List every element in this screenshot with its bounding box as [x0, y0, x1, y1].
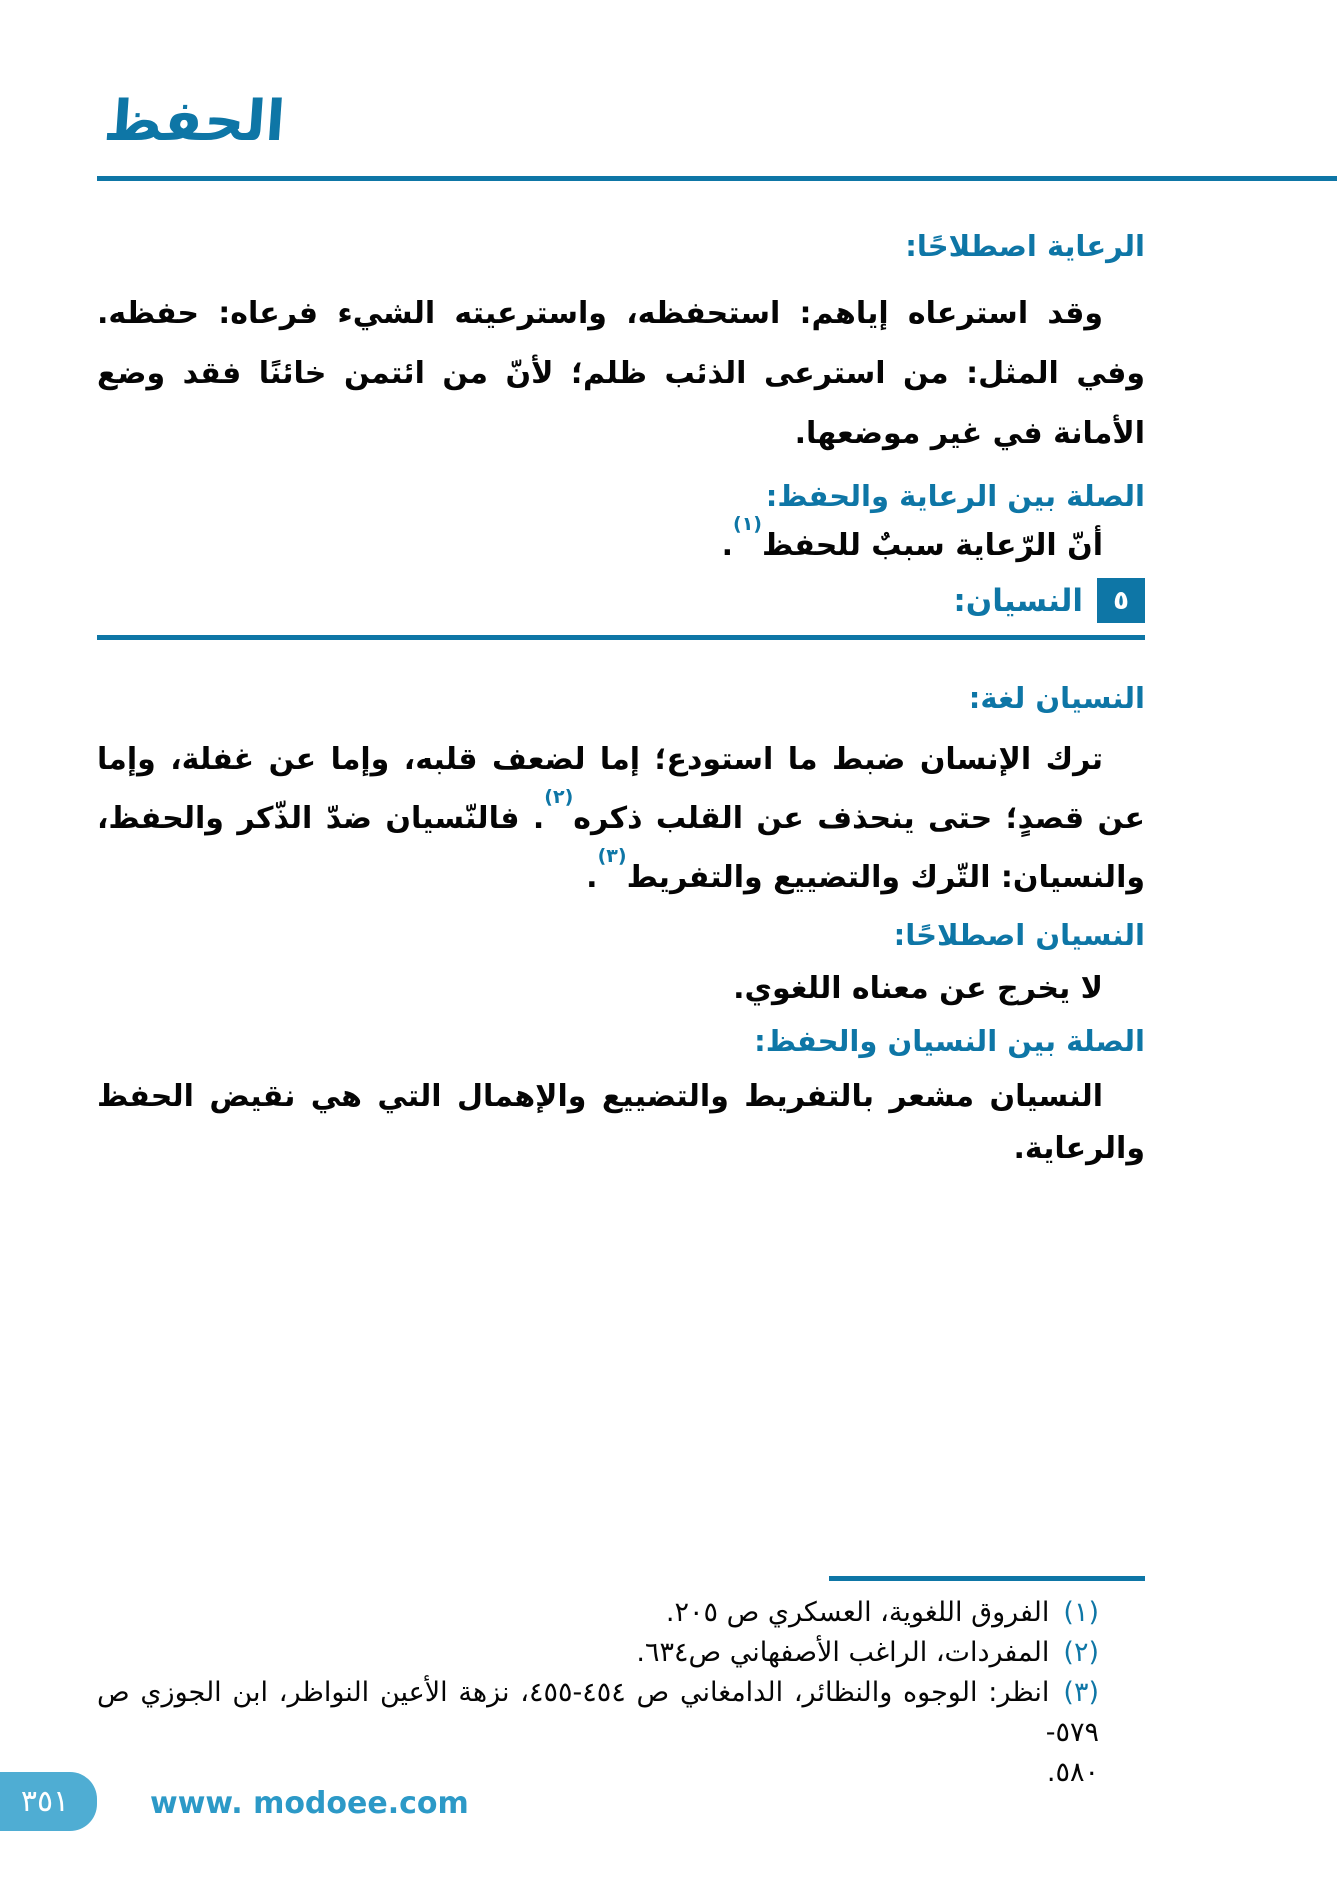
heading-riaya-istilah: الرعاية اصطلاحًا:: [905, 229, 1145, 263]
section-number-box: [1097, 578, 1145, 623]
footnote-1-text: الفروق اللغوية، العسكري ص ٢٠٥.: [665, 1597, 1050, 1628]
paragraph-nisyan-lugha: [97, 730, 1145, 907]
paragraph-sila-riaya-text: أنّ الرّعاية سببٌ للحفظ: [761, 528, 1103, 563]
paragraph-nisyan-part1: ترك الإنسان ضبط ما استودع؛ إما لضعف قلبه، وإما عن غفلة، وإما عن قصدٍ؛ حتى ينحذف عن القلب ذكره: [97, 742, 1146, 836]
footnote-3: [97, 1673, 1145, 1753]
footnote-2: [97, 1633, 1145, 1673]
main-content: [97, 212, 1145, 1175]
footnotes-section: [97, 1576, 1145, 1793]
footnote-3-continuation: ٥٨٠.: [1046, 1757, 1099, 1788]
footnote-list: [97, 1593, 1145, 1793]
paragraph-nisyan-end: .: [586, 860, 598, 895]
header-rule: [97, 176, 1337, 181]
footnote-2-text: المفردات، الراغب الأصفهاني ص٦٣٤.: [636, 1637, 1050, 1668]
paragraph-sila-riaya: [97, 513, 1145, 572]
footnote-3-marker: (٣): [1063, 1677, 1099, 1708]
website-text: www. modoee.com: [150, 1786, 469, 1821]
section-number: ٥: [1113, 585, 1129, 616]
paragraph-nisyan-part2: . فالنّسيان ضدّ الذّكر والحفظ، والنسيان: التّرك والتضييع والتفريط: [97, 801, 1145, 895]
heading-nisyan-lugha: النسيان لغة:: [968, 681, 1145, 715]
paragraph-nisyan-istilah: لا يخرج عن معناه اللغوي.: [733, 971, 1103, 1006]
section-title-nisyan: النسيان:: [953, 582, 1083, 619]
footnote-1-marker: (١): [1063, 1597, 1099, 1628]
paragraph-sila-nisyan: النسيان مشعر بالتفريط والتضييع والإهمال التي هي نقيض الحفظ والرعاية.: [97, 1079, 1145, 1166]
section-header-nisyan: [97, 578, 1145, 623]
footnote-separator: [829, 1576, 1145, 1581]
footnote-ref-1: (١): [733, 513, 762, 535]
paragraph-sila-riaya-end: .: [721, 528, 733, 563]
heading-sila-nisyan-hifz: الصلة بين النسيان والحفظ:: [754, 1024, 1145, 1058]
footnote-ref-2: (٢): [544, 786, 574, 808]
footnote-3-text: انظر: الوجوه والنظائر، الدامغاني ص ٤٥٤-٤٥٥، نزهة الأعين النواظر، ابن الجوزي ص ٥٧٩-: [97, 1677, 1099, 1748]
footnote-2-marker: (٢): [1063, 1637, 1099, 1668]
section-rule: [97, 635, 1145, 640]
footnote-ref-3: (٣): [597, 845, 627, 867]
footnote-1: [97, 1593, 1145, 1633]
heading-sila-riaya-hifz: الصلة بين الرعاية والحفظ:: [765, 479, 1145, 513]
chapter-title: الحفظ: [101, 89, 288, 154]
paragraph-riaya: وقد استرعاه إياهم: استحفظه، واسترعيته الشيء فرعاه: حفظه. وفي المثل: من استرعى الذئب ظلم؛ لأنّ من ائتمن خائنًا فقد وضع الأمانة في غير موضعها.: [97, 296, 1145, 451]
page-number: ٣٥١: [20, 1784, 70, 1819]
page-number-badge: [0, 1772, 97, 1831]
heading-nisyan-istilah: النسيان اصطلاحًا:: [893, 918, 1145, 952]
